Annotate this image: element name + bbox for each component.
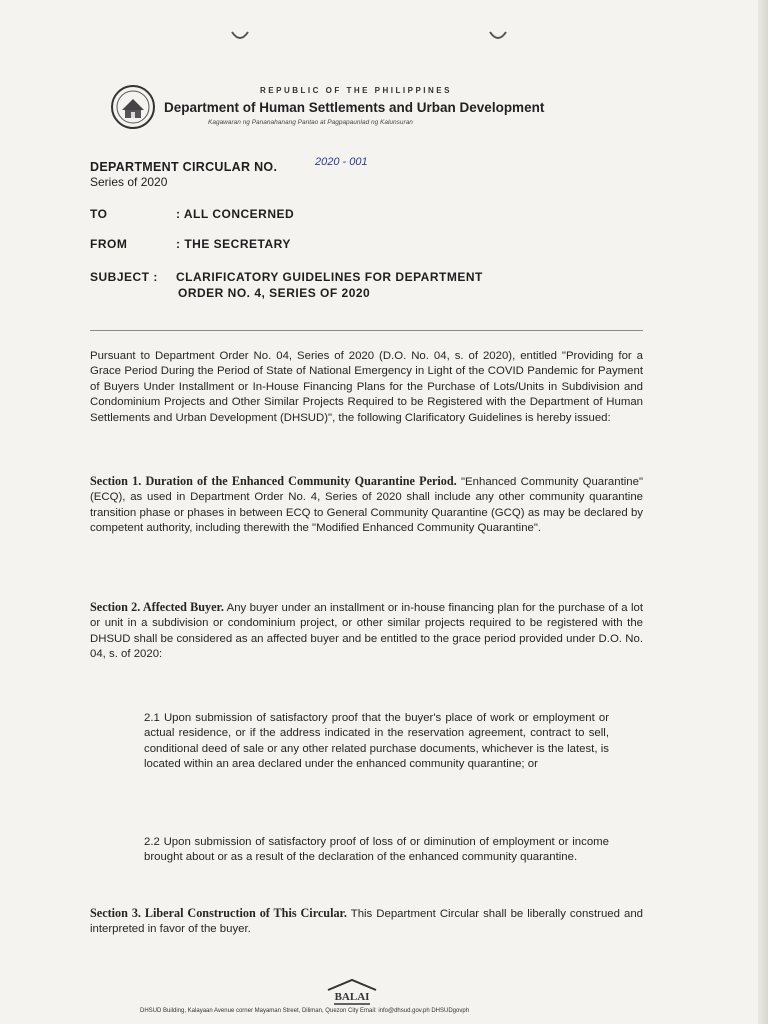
page-edge-shadow (758, 0, 768, 1024)
section-1-title: Section 1. Duration of the Enhanced Community Quarantine Period. (90, 474, 457, 488)
punch-mark-icon (230, 30, 250, 42)
section-2-item-2: 2.2 Upon submission of satisfactory proof of loss of or diminution of employment or income brought about or as a result of the declaration of the enhanced community quarantine. (144, 836, 609, 864)
section-2-title: Section 2. Affected Buyer. (90, 600, 224, 614)
memo-to-label: TO (90, 207, 108, 221)
section-1-body: "Enhanced Community Quarantine" (ECQ), as used in Department Order No. 4, Series of 2020 shall include any other community quarantine transition phase or phases in between ECQ to General Community Quarantine (GCQ) as may be declared by competent authority, including therewith the "Modified Enhanced Community Quarantine". (90, 476, 643, 535)
section-2 (90, 600, 643, 663)
circular-label: DEPARTMENT CIRCULAR NO. (90, 160, 278, 174)
memo-subject-line1: CLARIFICATORY GUIDELINES FOR DEPARTMENT (176, 270, 483, 284)
balai-logo-icon (322, 978, 382, 1006)
department-name: Department of Human Settlements and Urban Development (164, 100, 545, 115)
punch-mark-icon (488, 30, 508, 42)
section-3 (90, 906, 643, 938)
section-3-body: This Department Circular shall be liberally construed and interpreted in favor of the buyer. (90, 908, 643, 936)
memo-from-label: FROM (90, 237, 128, 251)
section-3-title: Section 3. Liberal Construction of This Circular. (90, 906, 347, 920)
circular-series: Series of 2020 (90, 175, 168, 189)
section-2-body: Any buyer under an installment or in-house financing plan for the purchase of a lot or unit in a subdivision or condominium project, or other similar projects required to be registered with the DHSUD shall be considered as an affected buyer and be entitled to the grace period provided under D.O. No. 04, s. of 2020: (90, 602, 643, 661)
footer-address: DHSUD Building, Kalayaan Avenue corner Mayaman Street, Diliman, Quezon City Email: info@dhsud.gov.ph DHSUDgovph (140, 1008, 470, 1014)
memo-subject-label: SUBJECT : (90, 270, 158, 284)
memo-subject-line2: ORDER NO. 4, SERIES OF 2020 (178, 286, 371, 300)
department-subtitle: Kagawaran ng Pananahanang Pantao at Pagpapaunlad ng Kalunsuran (208, 119, 413, 126)
section-2-item-1: 2.1 Upon submission of satisfactory proof that the buyer's place of work or employment or actual residence, or if the address indicated in the reservation agreement, contract to sell, conditional deed of sale or any other related purchase documents, whichever is the latest, is located within an area declared under the enhanced community quarantine; or (144, 712, 609, 771)
memo-from-value: : THE SECRETARY (176, 237, 291, 251)
divider-line (90, 330, 643, 331)
memo-to-value: : ALL CONCERNED (176, 207, 295, 221)
circular-number: 2020 - 001 (315, 156, 368, 168)
republic-label: REPUBLIC OF THE PHILIPPINES (260, 86, 452, 95)
letterhead (110, 84, 590, 134)
section-1 (90, 474, 643, 537)
intro-paragraph: Pursuant to Department Order No. 04, Series of 2020 (D.O. No. 04, s. of 2020), entitled "Providing for a Grace Period During the Period of State of National Emergency in Light of the COVID Pandemic for Payment of Buyers Under Installment or In-House Financing Plans for the Purchase of Lots/Units in Subdivision and Condominium Projects and Other Similar Projects Required to be Registered with the Department of Human Settlements and Urban Development (DHSUD)", the following Clarificatory Guidelines is hereby issued: (90, 350, 643, 424)
footer-logo-text: BALAI (334, 991, 370, 1003)
dhsud-seal-icon (110, 84, 156, 130)
